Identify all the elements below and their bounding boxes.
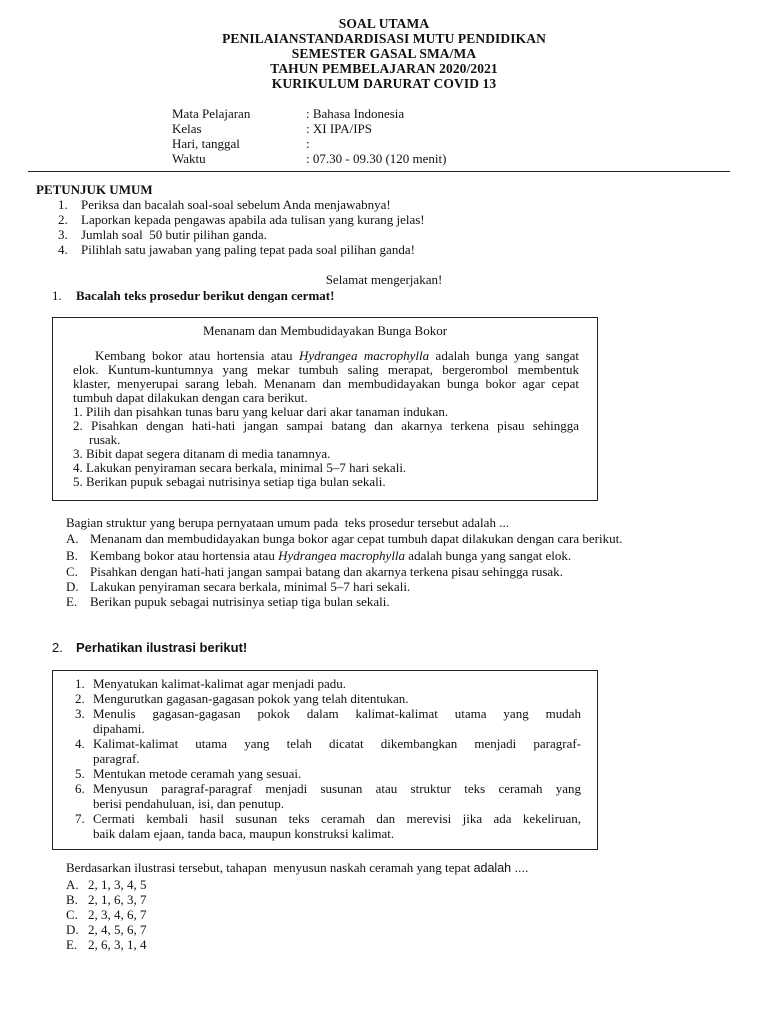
q1-box-para-line: Kembang bokor atau hortensia atau Hydrangea macrophylla adalah bunga yang sangat	[95, 348, 580, 363]
item-text: Jumlah soal 50 butir pilihan ganda.	[81, 227, 267, 242]
q2-title: Perhatikan ilustrasi berikut!	[76, 640, 248, 655]
q1-box-heading: Menanam dan Membudidayakan Bunga Bokor	[202, 323, 448, 338]
option-text: 2, 1, 3, 4, 5	[88, 877, 147, 892]
item-text: Laporkan kepada pengawas apabila ada tulisan yang kurang jelas!	[81, 212, 425, 227]
greeting	[0, 272, 768, 287]
item-number: 2.	[58, 212, 68, 227]
option-text: Menanam dan membudidayakan bunga bokor agar cepat tumbuh dapat dilakukan dengan cara berikut.	[90, 531, 623, 546]
item-number: 3.	[58, 227, 68, 242]
q2-number: 2.	[52, 640, 63, 655]
q2-box-item-text: dipahami.	[93, 721, 145, 736]
item-number: 1.	[58, 197, 68, 212]
q2-box-item: 7.	[75, 811, 85, 826]
option-letter: E.	[66, 937, 78, 952]
option-text: Kembang bokor atau hortensia atau Hydrangea macrophylla adalah bunga yang sangat elok.	[90, 548, 572, 563]
q1-box-step: 3. Bibit dapat segera ditanam di media tanamnya.	[73, 446, 331, 461]
option-text: Pisahkan dengan hati-hati jangan sampai batang dan akarnya terkena pisau sehingga rusak.	[90, 564, 563, 579]
header-line-5: KURIKULUM DARURAT COVID 13	[271, 76, 497, 91]
q2-box-item-text: berisi pendahuluan, isi, dan penutup.	[93, 796, 284, 811]
option-letter: C.	[66, 564, 78, 579]
q1-box-step: 5. Berikan pupuk sebagai nutrisinya setiap tiga bulan sekali.	[73, 474, 386, 489]
q2-box-item-text: Menyatukan kalimat-kalimat agar menjadi padu.	[93, 676, 347, 691]
header-line-4: TAHUN PEMBELAJARAN 2020/2021	[270, 61, 498, 76]
option-text: 2, 4, 5, 6, 7	[88, 922, 147, 937]
q2-box-item: 3.	[75, 706, 85, 721]
q1-text-box	[52, 317, 598, 501]
meta-label: Mata Pelajaran	[172, 106, 251, 121]
item-text: Pilihlah satu jawaban yang paling tepat pada soal pilihan ganda!	[81, 242, 415, 257]
option-text: Lakukan penyiraman secara berkala, minimal 5–7 hari sekali.	[90, 579, 411, 594]
q2-box-item-text: Cermati kembali hasil susunan teks ceramah dan merevisi jika ada kekeliruan,	[93, 811, 581, 826]
option-letter: E.	[66, 594, 78, 609]
item-text: Periksa dan bacalah soal-soal sebelum Anda menjawabnya!	[81, 197, 391, 212]
meta-value: : Bahasa Indonesia	[306, 106, 405, 121]
instructions-title: PETUNJUK UMUM	[36, 182, 153, 197]
q2-box-item-text: Mengurutkan gagasan-gagasan pokok yang telah ditentukan.	[93, 691, 409, 706]
q1-box-step: 2. Pisahkan dengan hati-hati jangan sampai batang dan akarnya terkena pisau sehingga	[73, 418, 579, 433]
q2-illustration-box	[52, 670, 598, 850]
q2-question: Berdasarkan ilustrasi tersebut, tahapan menyusun naskah ceramah yang tepat adalah ....	[66, 860, 529, 875]
header-line-1: SOAL UTAMA	[338, 16, 430, 31]
q2-box-item: 5.	[75, 766, 85, 781]
q1-box-step: 1. Pilih dan pisahkan tunas baru yang keluar dari akar tanaman indukan.	[73, 404, 449, 419]
q2-box-item-text: Kalimat-kalimat utama yang telah dicatat dikembangkan menjadi paragraf-	[93, 736, 581, 751]
option-letter: A.	[66, 877, 79, 892]
meta-value: : 07.30 - 09.30 (120 menit)	[306, 151, 447, 166]
meta-label: Hari, tanggal	[172, 136, 240, 151]
header-line-2: PENILAIANSTANDARDISASI MUTU PENDIDIKAN	[222, 31, 546, 46]
q1-box-step-cont: rusak.	[89, 432, 121, 447]
meta-value: :	[306, 136, 310, 151]
option-letter: D.	[66, 579, 79, 594]
q2-box-item-text: paragraf.	[93, 751, 140, 766]
q2-box-item: 4.	[75, 736, 85, 751]
q1-number: 1.	[52, 288, 62, 303]
q2-box-item: 2.	[75, 691, 85, 706]
meta-value: : XI IPA/IPS	[306, 121, 372, 136]
q2-box-item: 1.	[75, 676, 85, 691]
header-line-3: SEMESTER GASAL SMA/MA	[291, 46, 477, 61]
option-text: 2, 3, 4, 6, 7	[88, 907, 147, 922]
meta-label: Kelas	[172, 121, 202, 136]
q1-box-para-line: tumbuh dapat dilakukan dengan cara berikut.	[73, 390, 308, 405]
q2-box-item-text: baik dalam ejaan, tanda baca, maupun konstruksi kalimat.	[93, 826, 395, 841]
option-letter: B.	[66, 892, 78, 907]
greeting-text: Selamat mengerjakan!	[325, 272, 443, 287]
item-number: 4.	[58, 242, 68, 257]
q2-box-item: 6.	[75, 781, 85, 796]
q1-question: Bagian struktur yang berupa pernyataan umum pada teks prosedur tersebut adalah ...	[66, 515, 509, 530]
option-letter: D.	[66, 922, 79, 937]
q1-box-para-line: klaster, menyerupai sarang lebah. Menanam dan membudidayakan bunga bokor agar cepat	[73, 376, 579, 391]
option-text: 2, 6, 3, 1, 4	[88, 937, 147, 952]
meta-label: Waktu	[172, 151, 206, 166]
q2-box-item-text: Menyusun paragraf-paragraf menjadi susunan atau struktur teks ceramah yang	[93, 781, 581, 796]
q1-title: Bacalah teks prosedur berikut dengan cermat!	[76, 288, 335, 303]
q2-box-item-text: Menulis gagasan-gagasan pokok dalam kalimat-kalimat utama yang mudah	[93, 706, 581, 721]
option-text: Berikan pupuk sebagai nutrisinya setiap tiga bulan sekali.	[90, 594, 390, 609]
q1-box-step: 4. Lakukan penyiraman secara berkala, minimal 5–7 hari sekali.	[73, 460, 407, 475]
q2-box-item-text: Mentukan metode ceramah yang sesuai.	[93, 766, 302, 781]
option-letter: B.	[66, 548, 78, 563]
option-letter: C.	[66, 907, 78, 922]
option-letter: A.	[66, 531, 79, 546]
q1-box-para-line: elok. Kuntum-kuntumnya yang mekar tumbuh saling merapat, bergerombol membentuk	[73, 362, 579, 377]
option-text: 2, 1, 6, 3, 7	[88, 892, 147, 907]
header-divider	[28, 171, 730, 172]
